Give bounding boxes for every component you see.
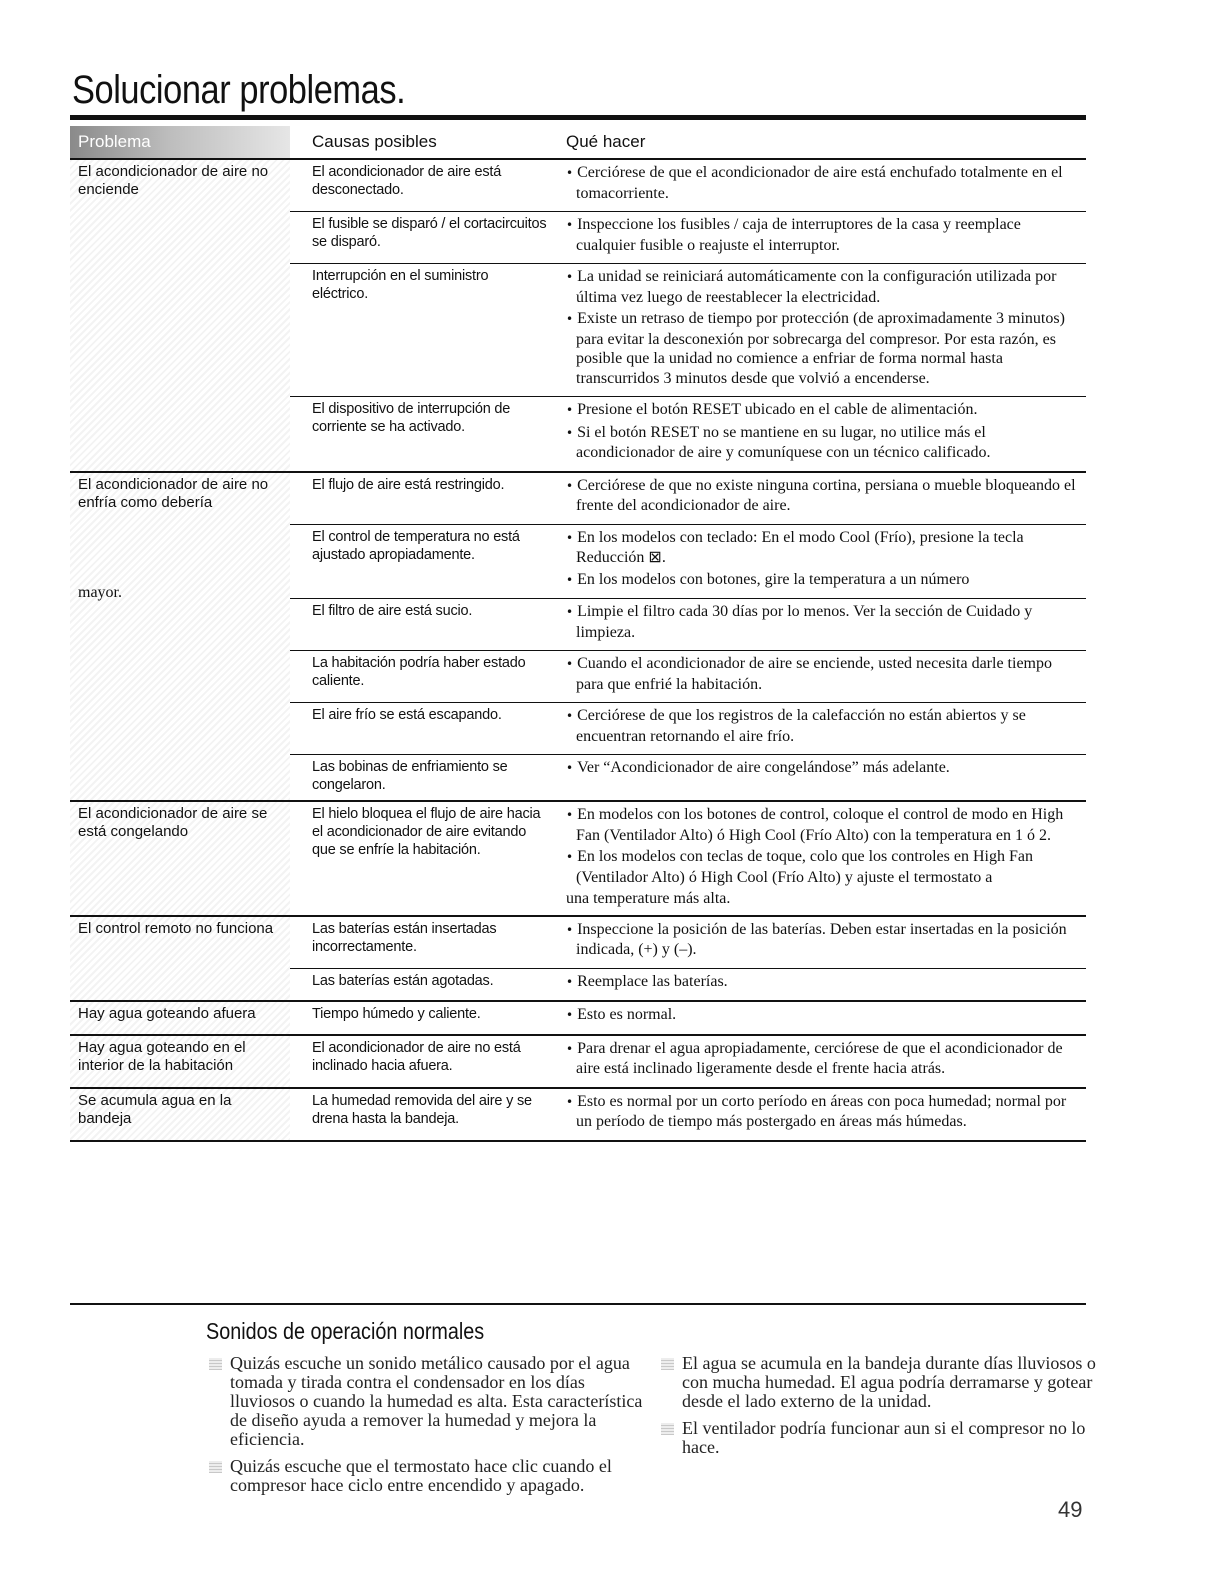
header-problema: Problema	[70, 126, 290, 159]
bullet-dot-icon: •	[566, 605, 574, 619]
sound-item	[206, 1457, 646, 1495]
bullet-dot-icon: •	[566, 808, 574, 822]
cause-cell: El acondicionador de aire está desconectado.	[290, 159, 558, 212]
sounds-section-title: Sonidos de operación normales	[206, 1318, 485, 1344]
table-bottom-rule	[70, 1140, 1086, 1142]
cause-cell: Interrupción en el suministro eléctrico.	[290, 264, 558, 397]
action-text: En los modelos con botones, gire la temperatura a un número	[577, 570, 970, 588]
action-cell	[558, 1001, 1086, 1035]
problem-cell	[70, 1088, 290, 1140]
sounds-section-rule	[70, 1303, 1086, 1305]
problem-text: El control remoto no funciona	[78, 919, 274, 937]
action-cell	[558, 651, 1086, 703]
bullet-dot-icon: •	[566, 850, 574, 864]
sounds-left-column	[206, 1354, 646, 1503]
bullet-dot-icon: •	[566, 974, 574, 989]
action-text: Si el botón RESET no se mantiene en su lugar, no utilice más el acondicionador de aire y comuníquese con un técnico calificado.	[576, 423, 991, 461]
problem-text: Se acumula agua en la bandeja	[78, 1091, 232, 1127]
action-cell	[558, 159, 1086, 212]
sounds-right-column	[658, 1354, 1098, 1465]
action-cell	[558, 755, 1086, 802]
action-bullet	[566, 423, 1080, 463]
action-bullet	[566, 400, 1080, 421]
action-text: La unidad se reiniciará automáticamente con la configuración utilizada por última vez luego de reestablecer la electricidad.	[576, 268, 1057, 306]
action-bullet	[566, 1005, 1080, 1026]
cause-cell: El fusible se disparó / el cortacircuitos se disparó.	[290, 212, 558, 264]
bullet-dot-icon: •	[566, 312, 574, 326]
bullet-dot-icon: •	[566, 218, 574, 232]
problem-cell	[70, 159, 290, 472]
title-rule	[70, 115, 1086, 120]
table-row	[70, 1001, 1086, 1035]
problem-text: Hay agua goteando afuera	[78, 1005, 256, 1022]
action-text: Inspeccione los fusibles / caja de interruptores de la casa y reemplace cualquier fusible o reajuste el interruptor.	[576, 216, 1021, 254]
table-header-row	[70, 126, 1086, 159]
action-bullet	[566, 972, 1080, 993]
action-text: En los modelos con teclas de toque, colo que los controles en High Fan (Ventilador Alto) ó High Cool (Frío Alto) y ajuste el termostato a	[576, 848, 1033, 886]
action-bullet	[566, 476, 1080, 516]
sound-item	[206, 1354, 646, 1449]
cause-cell: El flujo de aire está restringido.	[290, 472, 558, 525]
cause-cell: El acondicionador de aire no está inclinado hacia afuera.	[290, 1035, 558, 1088]
bullet-dot-icon: •	[566, 478, 574, 493]
action-cell	[558, 703, 1086, 755]
action-cell	[558, 968, 1086, 1001]
action-text: Esto es normal por un corto período en áreas con poca humedad; normal por un período de tiempo más postergado en áreas más húmedas.	[576, 1092, 1067, 1130]
action-cell	[558, 212, 1086, 264]
bullet-dot-icon: •	[566, 270, 574, 284]
action-bullet	[566, 1092, 1080, 1132]
problem-text: El acondicionador de aire no enfría como debería	[78, 475, 269, 511]
cause-cell: El filtro de aire está sucio.	[290, 599, 558, 651]
action-text: En modelos con los botones de control, coloque el control de modo en High Fan (Ventilador Alto) ó High Cool (Frío Alto) con la temperatura en 1 ó 2.	[576, 806, 1064, 844]
problem-cell	[70, 472, 290, 802]
cause-cell: El dispositivo de interrupción de corriente se ha activado.	[290, 397, 558, 472]
sound-item-text: El agua se acumula en la bandeja durante días lluviosos o con mucha humedad. El agua podría derramarse y gotear desde el lado externo de la unidad.	[682, 1353, 1096, 1411]
action-bullet	[566, 163, 1080, 203]
square-bullet-icon	[661, 1358, 674, 1370]
action-text: Cerciórese de que el acondicionador de aire está enchufado totalmente en el tomacorriente.	[576, 164, 1063, 202]
sound-item-text: Quizás escuche un sonido metálico causado por el agua tomada y tirada contra el condensador en los días lluviosos o cuando la humedad es alta. Esta característica de diseño ayuda a remover la humedad y mejora la eficiencia.	[230, 1353, 643, 1449]
bullet-dot-icon: •	[566, 709, 574, 723]
action-text: Para drenar el agua apropiadamente, cerciórese de que el acondicionador de aire está inclinado ligeramente desde el frente hacia atrás.	[576, 1039, 1063, 1077]
problem-cell	[70, 1035, 290, 1088]
problem-text: El acondicionador de aire se está congelando	[78, 805, 268, 840]
action-text: Cerciórese de que no existe ninguna cortina, persiana o mueble bloqueando el frente del acondicionador de aire.	[576, 476, 1076, 514]
bullet-dot-icon: •	[566, 572, 574, 587]
problem-cell	[70, 1001, 290, 1035]
problem-cell	[70, 801, 290, 916]
action-bullet	[566, 805, 1080, 845]
action-cell	[558, 599, 1086, 651]
sound-item-text: El ventilador podría funcionar aun si el compresor no lo hace.	[682, 1418, 1086, 1457]
bullet-dot-icon: •	[566, 761, 574, 775]
action-bullet	[566, 706, 1080, 746]
troubleshooting-table	[70, 126, 1086, 1140]
table-row	[70, 1035, 1086, 1088]
action-cell	[558, 472, 1086, 525]
sound-item	[658, 1354, 1098, 1411]
bullet-dot-icon: •	[566, 922, 574, 937]
action-tail-text: una temperature más alta.	[566, 890, 731, 907]
action-text: Limpie el filtro cada 30 días por lo menos. Ver la sección de Cuidado y limpieza.	[576, 603, 1033, 641]
action-bullet	[566, 215, 1080, 255]
bullet-dot-icon: •	[566, 425, 574, 440]
cause-cell: El control de temperatura no está ajustado apropiadamente.	[290, 524, 558, 599]
action-bullet	[566, 920, 1080, 960]
problem-extra-text: mayor.	[78, 583, 122, 601]
cause-cell: Las baterías están insertadas incorrectamente.	[290, 916, 558, 969]
action-text: Cuando el acondicionador de aire se enciende, usted necesita darle tiempo para que enfrié la habitación.	[576, 655, 1052, 693]
sound-item-text: Quizás escuche que el termostato hace clic cuando el compresor hace ciclo entre encendido y apagado.	[230, 1456, 612, 1495]
action-cell	[558, 397, 1086, 472]
cause-cell: El hielo bloquea el flujo de aire hacia el acondicionador de aire evitando que se enfríe la habitación.	[290, 801, 558, 916]
action-bullet	[566, 570, 1080, 591]
bullet-dot-icon: •	[566, 1094, 574, 1109]
header-que-hacer: Qué hacer	[566, 132, 646, 151]
cause-cell: Tiempo húmedo y caliente.	[290, 1001, 558, 1035]
bullet-dot-icon: •	[566, 530, 574, 545]
action-bullet	[566, 602, 1080, 642]
action-bullet	[566, 267, 1080, 307]
action-text: Existe un retraso de tiempo por protección (de aproximadamente 3 minutos) para evitar la desconexión por sobrecarga del compresor. Por esta razón, es posible que la unidad no comience a enfriar de forma normal hasta transcurridos 3 minutos desde que volvió a encenderse.	[576, 310, 1065, 387]
action-text: Cerciórese de que los registros de la calefacción no están abiertos y se encuentran retornando el aire frío.	[576, 707, 1026, 745]
action-cell	[558, 264, 1086, 397]
action-bullet	[566, 309, 1080, 388]
table-row	[70, 159, 1086, 212]
action-bullet	[566, 654, 1080, 694]
bullet-dot-icon: •	[566, 403, 574, 417]
action-text: En los modelos con teclado: En el modo Cool (Frío), presione la tecla Reducción ⊠.	[576, 528, 1024, 566]
action-cell	[558, 524, 1086, 599]
action-text: Esto es normal.	[577, 1006, 677, 1023]
square-bullet-icon	[661, 1423, 674, 1435]
page-number: 49	[1058, 1497, 1083, 1522]
sound-item	[658, 1419, 1098, 1457]
cause-cell: Las baterías están agotadas.	[290, 968, 558, 1001]
action-text: Presione el botón RESET ubicado en el cable de alimentación.	[577, 401, 978, 418]
bullet-dot-icon: •	[566, 1008, 574, 1022]
table-row	[70, 916, 1086, 969]
square-bullet-icon	[209, 1358, 222, 1370]
action-bullet	[566, 528, 1080, 568]
action-text: Reemplace las baterías.	[577, 972, 728, 990]
problem-text: El acondicionador de aire no enciende	[78, 163, 269, 198]
table-row	[70, 1088, 1086, 1140]
table-row	[70, 472, 1086, 525]
action-text: Inspeccione la posición de las baterías. Deben estar insertadas en la posición indicada, (+) y (–).	[576, 920, 1067, 958]
cause-cell: La humedad removida del aire y se drena hasta la bandeja.	[290, 1088, 558, 1140]
action-text: Ver “Acondicionador de aire congelándose” más adelante.	[577, 759, 950, 776]
action-cell	[558, 801, 1086, 916]
problem-text: Hay agua goteando en el interior de la habitación	[78, 1038, 246, 1074]
cause-cell: El aire frío se está escapando.	[290, 703, 558, 755]
bullet-dot-icon: •	[566, 1041, 574, 1056]
bullet-dot-icon: •	[566, 166, 574, 180]
action-bullet	[566, 1039, 1080, 1079]
page-title: Solucionar problemas.	[72, 68, 406, 112]
action-cell	[558, 1035, 1086, 1088]
table-body	[70, 159, 1086, 1140]
bullet-dot-icon: •	[566, 657, 574, 671]
action-bullet	[566, 758, 1080, 779]
cause-cell: Las bobinas de enfriamiento se congelaron.	[290, 755, 558, 802]
action-bullet	[566, 847, 1080, 887]
action-cell	[558, 1088, 1086, 1140]
table-row	[70, 801, 1086, 916]
square-bullet-icon	[209, 1461, 222, 1473]
cause-cell: La habitación podría haber estado caliente.	[290, 651, 558, 703]
action-cell	[558, 916, 1086, 969]
problem-cell	[70, 916, 290, 1002]
header-causas-posibles: Causas posibles	[312, 132, 437, 151]
